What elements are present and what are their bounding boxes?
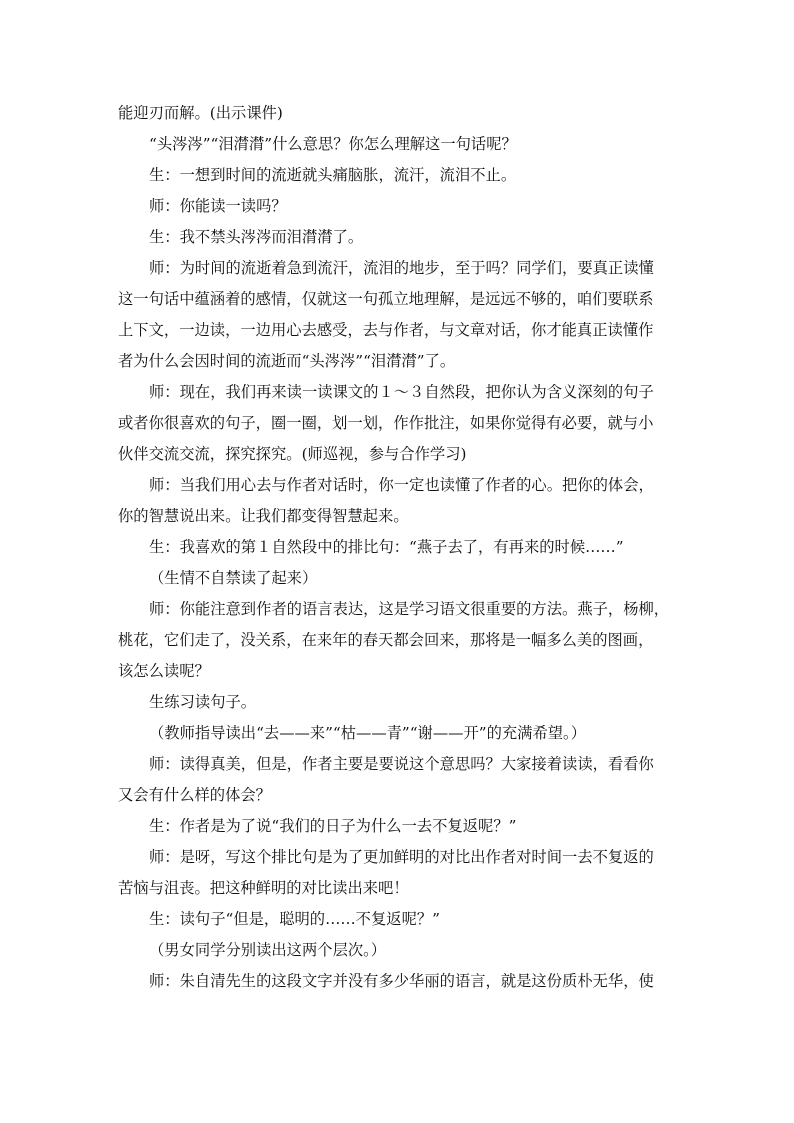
text-line: 师：当我们用心去与作者对话时，你一定也读懂了作者的心。把你的体会， bbox=[149, 476, 654, 494]
text-line: 又会有什么样的体会？ bbox=[118, 786, 271, 804]
text-line: “头涔涔”“泪潸潸”什么意思？你怎么理解这一句话呢？ bbox=[149, 135, 517, 153]
document-body bbox=[118, 98, 678, 997]
text-line: （生情不自禁读了起来） bbox=[149, 569, 318, 587]
text-line: 师：你能注意到作者的语言表达，这是学习语文很重要的方法。燕子，杨柳， bbox=[149, 600, 670, 618]
text-line: 生练习读句子。 bbox=[149, 693, 257, 711]
text-line: 师：读得真美，但是，作者主要是要说这个意思吗？大家接着读读，看看你 bbox=[149, 755, 654, 773]
text-line: 能迎刃而解。(出示课件) bbox=[118, 104, 283, 122]
text-line: 桃花，它们走了，没关系，在来年的春天都会回来，那将是一幅多么美的图画， bbox=[118, 631, 654, 649]
text-line: 该怎么读呢？ bbox=[118, 662, 210, 680]
text-line: 师：你能读一读吗？ bbox=[149, 197, 287, 215]
text-line: 者为什么会因时间的流逝而“头涔涔”“泪潸潸”了。 bbox=[118, 352, 456, 370]
text-line: 生：读句子“但是，聪明的……不复返呢？” bbox=[149, 910, 440, 928]
text-line: 生：一想到时间的流逝就头痛脑胀，流汗，流泪不止。 bbox=[149, 166, 517, 184]
text-line: 生：作者是为了说“我们的日子为什么一去不复返呢？” bbox=[149, 817, 517, 835]
text-line: 苦恼与沮丧。把这种鲜明的对比读出来吧！ bbox=[118, 879, 409, 897]
text-line: 师：朱自清先生的这段文字并没有多少华丽的语言，就是这份质朴无华，使 bbox=[149, 972, 654, 990]
text-line: 或者你很喜欢的句子，圈一圈，划一划，作作批注，如果你觉得有必要，就与小 bbox=[118, 414, 654, 432]
text-line: 师：现在，我们再来读一读课文的１～３自然段，把你认为含义深刻的句子 bbox=[149, 383, 654, 401]
text-line: 你的智慧说出来。让我们都变得智慧起来。 bbox=[118, 507, 409, 525]
text-line: 这一句话中蕴涵着的感情，仅就这一句孤立地理解，是远远不够的，咱们要联系 bbox=[118, 290, 654, 308]
text-line: 师：是呀，写这个排比句是为了更加鲜明的对比出作者对时间一去不复返的 bbox=[149, 848, 654, 866]
text-line: 伙伴交流交流，探究探究。(师巡视，参与合作学习) bbox=[118, 445, 467, 463]
text-line: 生：我喜欢的第１自然段中的排比句：“燕子去了，有再来的时候……” bbox=[149, 538, 624, 556]
text-line: （男女同学分别读出这两个层次。） bbox=[149, 941, 387, 959]
text-line: 生：我不禁头涔涔而泪潸潸了。 bbox=[149, 228, 364, 246]
text-line: 上下文，一边读，一边用心去感受，去与作者，与文章对话，你才能真正读懂作 bbox=[118, 321, 654, 339]
text-line: 师：为时间的流逝着急到流汗，流泪的地步，至于吗？同学们，要真正读懂 bbox=[149, 259, 654, 277]
text-line: （教师指导读出“去——来”“枯——青”“谢——开”的充满希望。） bbox=[149, 724, 586, 742]
